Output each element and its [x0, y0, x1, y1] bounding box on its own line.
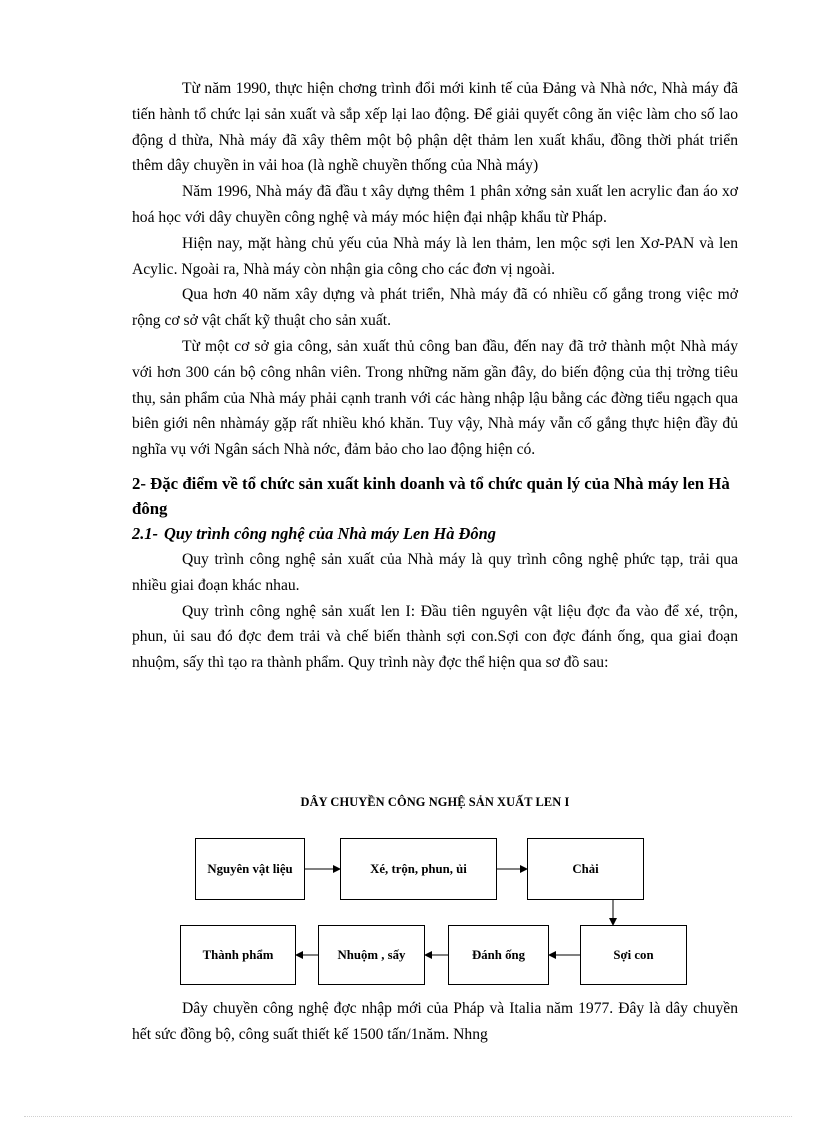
- subsection-number: 2.1-: [132, 523, 158, 543]
- step-dyeing-drying: Nhuộm , sấy: [318, 925, 425, 985]
- paragraph-40-years: Qua hơn 40 năm xây dựng và phát triển, Nhà máy đã có nhiều cố gắng trong việc mở rộng cơ sở vật chất kỹ thuật cho sản xuất.: [132, 286, 738, 330]
- page-bottom-divider: [24, 1116, 792, 1117]
- subsection-title: Quy trình công nghệ của Nhà máy Len Hà Đông: [163, 523, 496, 543]
- paragraph-line-import: Dây chuyền công nghệ đợc nhập mới của Pháp và Italia năm 1977. Đây là dây chuyền hết sức đồng bộ, công suất thiết kế 1500 tấn/1năm. Nhng: [132, 1000, 738, 1043]
- paragraph-1990: Từ năm 1990, thực hiện chơng trình đổi mới kinh tế của Đảng và Nhà nớc, Nhà máy đã tiến hành tổ chức lại sản xuất và sắp xếp lại lao động. Để giải quyết công ăn việc làm cho số lao động d thừa, Nhà máy đã xây thêm một bộ phận dệt thảm len xuất khẩu, đồng thời phát triển thêm dây chuyền in vải hoa (là nghề chuyền thống của Nhà máy): [132, 80, 738, 175]
- paragraph-1996: Năm 1996, Nhà máy đã đầu t xây dựng thêm 1 phân xởng sản xuất len acrylic đan áo xơ hoá học với dây chuyền công nghệ và máy móc hiện đại nhập khẩu từ Pháp.: [132, 183, 738, 226]
- paragraph-process-detail: Quy trình công nghệ sản xuất len I: Đầu tiên nguyên vật liệu đợc đa vào để xé, trộn, phun, ủi sau đó đợc đem trải và chế biến thành sợi con.Sợi con đợc đánh ống, qua giai đoạn nhuộm, sấy thì tạo ra thành phẩm. Quy trình này đợc thể hiện qua sơ đồ sau:: [132, 602, 738, 672]
- closing-text: [132, 996, 738, 1048]
- step-tear-mix-spray-press: Xé, trộn, phun, ủi: [340, 838, 497, 900]
- diagram-title: DÂY CHUYỀN CÔNG NGHỆ SẢN XUẤT LEN I: [300, 795, 570, 809]
- paragraph-growth: Từ một cơ sở gia công, sản xuất thủ công ban đầu, đến nay đã trở thành một Nhà máy với hơn 300 cán bộ công nhân viên. Trong những năm gần đây, do biến động của thị trờng tiêu thụ, sản phẩm của Nhà máy phải cạnh tranh với các hàng nhập lậu bằng các đờng tiểu ngạch qua biên giới nên nhàmáy gặp rất nhiều khó khăn. Tuy vậy, Nhà máy vẫn cố gắng thực hiện đầy đủ nghĩa vụ với Ngân sách Nhà nớc, đảm bảo cho lao động hiện có.: [132, 337, 738, 459]
- step-carding: Chải: [527, 838, 644, 900]
- paragraph-process-intro: Quy trình công nghệ sản xuất của Nhà máy là quy trình công nghệ phức tạp, trải qua nhiều giai đoạn khác nhau.: [132, 550, 738, 594]
- step-yarn: Sợi con: [580, 925, 687, 985]
- step-raw-material: Nguyên vật liệu: [195, 838, 305, 900]
- step-winding: Đánh ống: [448, 925, 549, 985]
- step-finished-product: Thành phẩm: [180, 925, 296, 985]
- paragraph-products: Hiện nay, mặt hàng chủ yếu của Nhà máy là len thảm, len mộc sợi len Xơ-PAN và len Acylic. Ngoài ra, Nhà máy còn nhận gia công cho các đơn vị ngoài.: [132, 234, 738, 278]
- section-heading: 2- Đặc điểm về tổ chức sản xuất kinh doanh và tổ chức quản lý của Nhà máy len Hà đông: [132, 473, 730, 518]
